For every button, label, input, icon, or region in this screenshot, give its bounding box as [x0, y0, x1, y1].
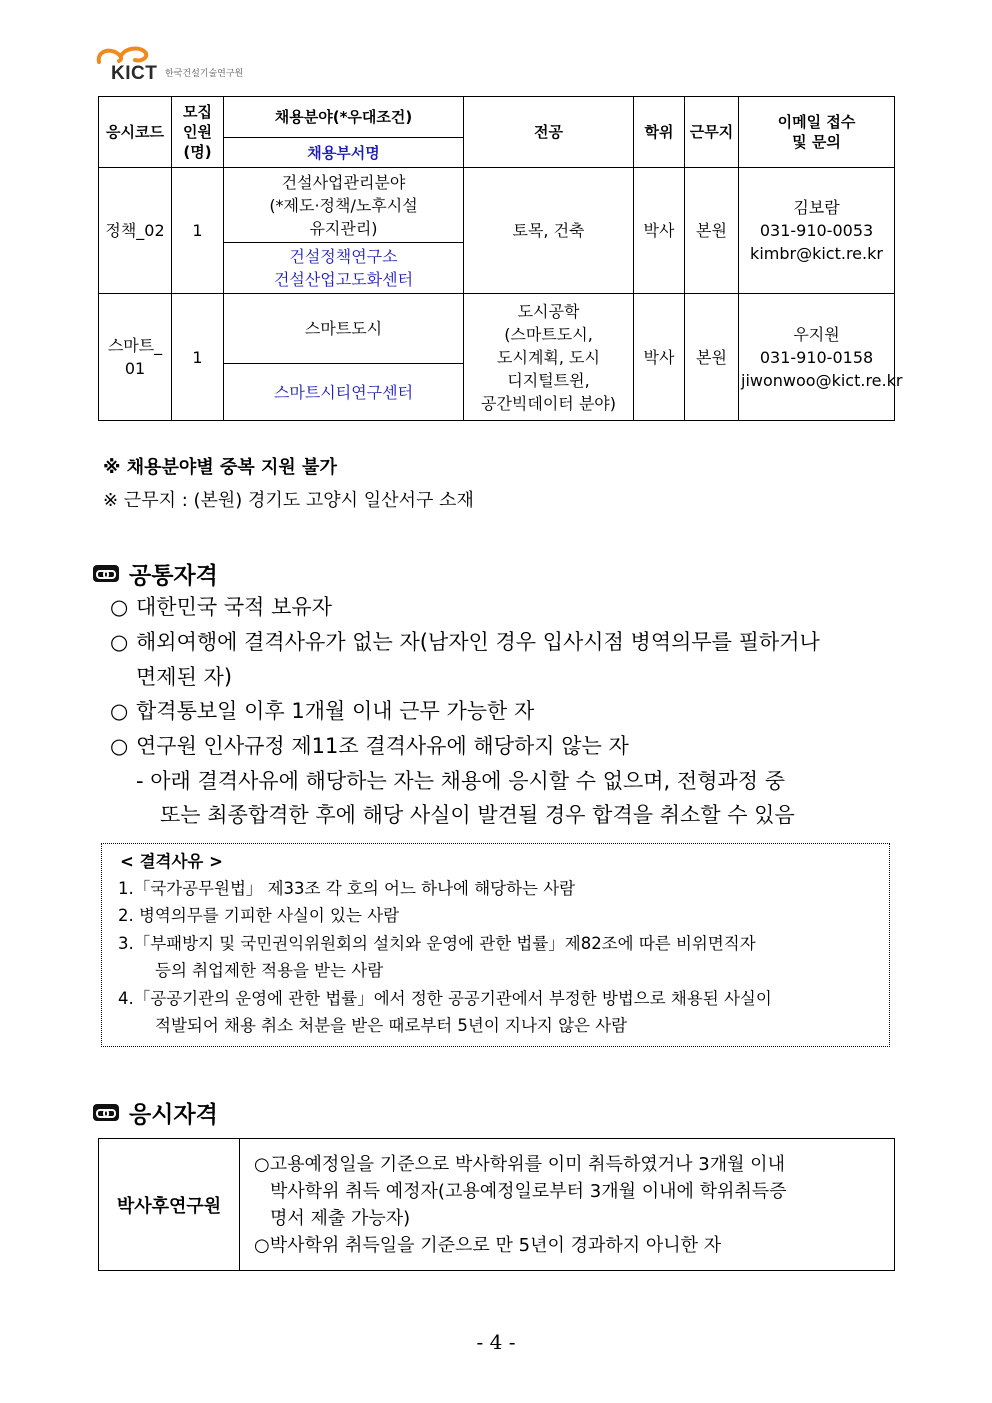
disqualify-item-cont: 적발되어 채용 취소 처분을 받은 때로부터 5년이 지나지 않은 사람	[155, 1016, 628, 1035]
header-major: 전공	[464, 97, 634, 168]
eligibility-label: 박사후연구원	[99, 1139, 240, 1271]
row-major: 도시공학 (스마트도시, 도시계획, 도시 디지털트윈, 공간빅데이터 분야)	[464, 294, 634, 421]
row-location: 본원	[685, 168, 739, 294]
common-item-cont: 면제된 자)	[136, 665, 233, 689]
logo-text: KICT	[111, 63, 158, 84]
row-field: 스마트도시	[224, 294, 464, 364]
eligibility-content: ○고용예정일을 기준으로 박사학위를 이미 취득하였거나 3개월 이내 박사학위 취득 예정자(고용예정일로부터 3개월 이내에 학위취득증 명서 제출 가능자) ○박사학위 취득일을 기준으로 만 5년이 경과하지 아니한 자	[240, 1139, 895, 1271]
common-item: ○ 대한민국 국적 보유자	[110, 595, 332, 619]
disqualify-item: 4.「공공기관의 운영에 관한 법률」에서 정한 공공기관에서 부정한 방법으로 채용된 사실이	[118, 989, 772, 1008]
recruitment-table	[98, 96, 903, 421]
common-subitem-cont: 또는 최종합격한 후에 해당 사실이 발견될 경우 합격을 취소할 수 있음	[160, 803, 795, 827]
table-row	[99, 294, 895, 364]
header-contact: 이메일 접수 및 문의	[739, 97, 895, 168]
common-item: ○ 해외여행에 결격사유가 없는 자(남자인 경우 입사시점 병역의무를 필하거나	[110, 630, 820, 654]
section-common-title: 공통자격	[93, 557, 218, 590]
table-row	[99, 168, 895, 243]
row-degree: 박사	[634, 294, 685, 421]
note-duplicate: ※ 채용분야별 중복 지원 불가	[103, 457, 337, 478]
header-dept: 채용부서명	[224, 138, 464, 168]
row-count: 1	[172, 294, 224, 421]
disqualify-item: 3.「부패방지 및 국민권익위원회의 설치와 운영에 관한 법률」제82조에 따른 비위면직자	[118, 934, 756, 953]
row-degree: 박사	[634, 168, 685, 294]
common-item: ○ 연구원 인사규정 제11조 결격사유에 해당하지 않는 자	[110, 734, 629, 758]
logo-subtitle: 한국건설기술연구원	[165, 69, 244, 79]
row-location: 본원	[685, 294, 739, 421]
header-count: 모집 인원 (명)	[172, 97, 224, 168]
link-icon	[93, 1104, 119, 1121]
note-location: ※ 근무지 : (본원) 경기도 고양시 일산서구 소재	[103, 490, 474, 511]
common-subitem: - 아래 결격사유에 해당하는 자는 채용에 응시할 수 없으며, 전형과정 중	[136, 769, 786, 793]
row-dept: 건설정책연구소 건설산업고도화센터	[224, 243, 464, 294]
disqualify-item-cont: 등의 취업제한 적용을 받는 사람	[155, 961, 384, 980]
row-dept: 스마트시티연구센터	[224, 364, 464, 421]
disqualify-box	[101, 843, 890, 1047]
row-major: 토목, 건축	[464, 168, 634, 294]
disqualify-item: 1.「국가공무원법」 제33조 각 호의 어느 하나에 해당하는 사람	[118, 879, 576, 898]
page-number: - 4 -	[476, 1330, 516, 1354]
header-field: 채용분야(*우대조건)	[224, 97, 464, 138]
link-icon	[93, 565, 119, 582]
common-item: ○ 합격통보일 이후 1개월 이내 근무 가능한 자	[110, 699, 535, 723]
row-code: 정책_02	[99, 168, 172, 294]
header-location: 근무지	[685, 97, 739, 168]
header-code: 응시코드	[99, 97, 172, 168]
row-contact: 김보람 031-910-0053 kimbr@kict.re.kr	[739, 168, 895, 294]
row-contact: 우지원 031-910-0158 jiwonwoo@kict.re.kr	[739, 294, 895, 421]
disqualify-title: < 결격사유 >	[120, 852, 223, 871]
eligibility-table	[98, 1138, 895, 1271]
row-count: 1	[172, 168, 224, 294]
header-degree: 학위	[634, 97, 685, 168]
disqualify-item: 2. 병역의무를 기피한 사실이 있는 사람	[118, 906, 400, 925]
table-header-row	[99, 97, 895, 138]
row-field: 건설사업관리분야 (*제도·정책/노후시설 유지관리)	[224, 168, 464, 243]
row-code: 스마트_ 01	[99, 294, 172, 421]
kict-logo	[95, 44, 295, 86]
section-eligibility-title: 응시자격	[93, 1096, 218, 1129]
